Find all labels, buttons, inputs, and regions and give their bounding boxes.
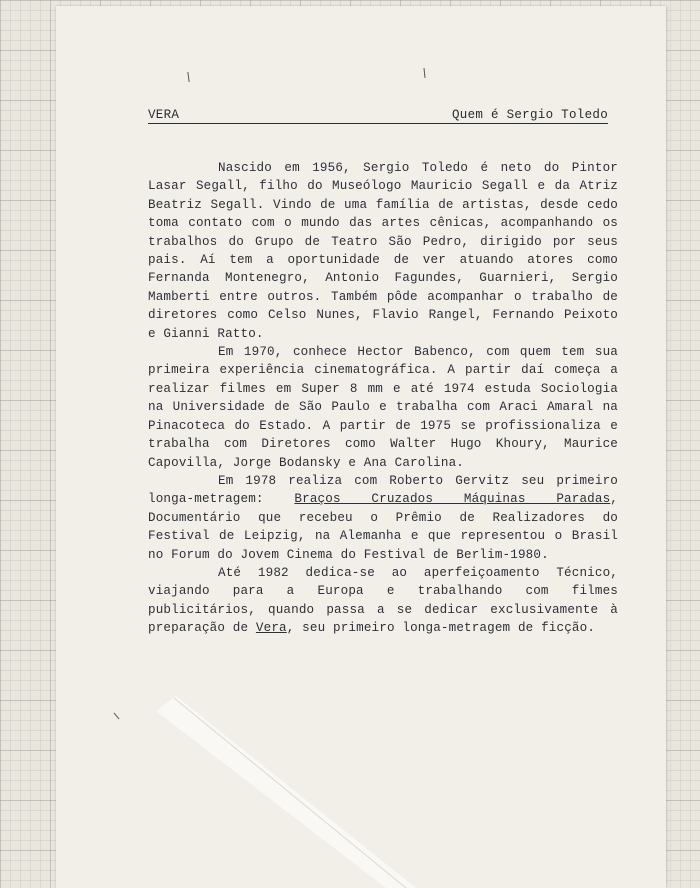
pen-mark [187,72,189,82]
header-rule [148,123,608,124]
film-title-vera: Vera [255,621,287,636]
paragraph-4-rest: , seu primeiro longa-metragem de ficção. [286,621,596,636]
paragraph-3-intro: Em 1978 realiza com Roberto Gervitz seu primeiro longa-metragem: [148,473,618,507]
paragraph-3 [148,472,618,564]
paragraph-3-rest: , Documentário que recebeu o Prêmio de Realizadores do Festival de Leipzig, na Alemanha e que representou o Brasil no Forum do Jovem Cinema do Festival de Berlim-1980. [148,492,618,562]
paragraph-1: Nascido em 1956, Sergio Toledo é neto do Pintor Lasar Segall, filho do Museólogo Mauricio Segall e da Atriz Beatriz Segall. Vindo de uma família de artistas, desde cedo toma contato com o mundo das artes cênicas, acompanhando os trabalhos do Grupo de Teatro São Pedro, dirigido por seus pais. Aí tem a oportunidade de ver atuando atores como Fernanda Montenegro, Antonio Fagundes, Guarnieri, Sergio Mamberti entre outros. Também pôde acompanhar o trabalho de diretores como Celso Nunes, Flavio Rangel, Fernando Peixoto e Gianni Ratto. [148,161,618,341]
document-page [56,6,666,888]
paragraph-2: Em 1970, conhece Hector Babenco, com quem tem sua primeira experiência cinematográfica. A partir daí começa a realizar filmes em Super 8 mm e até 1974 estuda Sociologia na Universidade de São Paulo e trabalha com Araci Amaral na Pinacoteca do Estado. A partir de 1975 se profissionaliza e trabalha com Diretores como Walter Hugo Khoury, Maurice Capovilla, Jorge Bodansky e Ana Carolina. [148,345,618,470]
header-film-title: VERA [148,108,180,122]
pen-mark [114,713,120,720]
paragraph-4 [148,564,618,638]
film-title-bracos-cruzados: Braços Cruzados Máquinas Paradas [294,492,611,507]
pen-mark [423,68,425,78]
page-header [148,106,608,124]
header-section-title: Quem é Sergio Toledo [451,108,608,122]
biography-text [148,159,618,638]
paragraph-4-intro: Até 1982 dedica-se ao aperfeiçoamento Técnico, viajando para a Europa e trabalhando com filmes publicitários, quando passa a se dedicar exclusivamente à preparação de [148,565,618,636]
